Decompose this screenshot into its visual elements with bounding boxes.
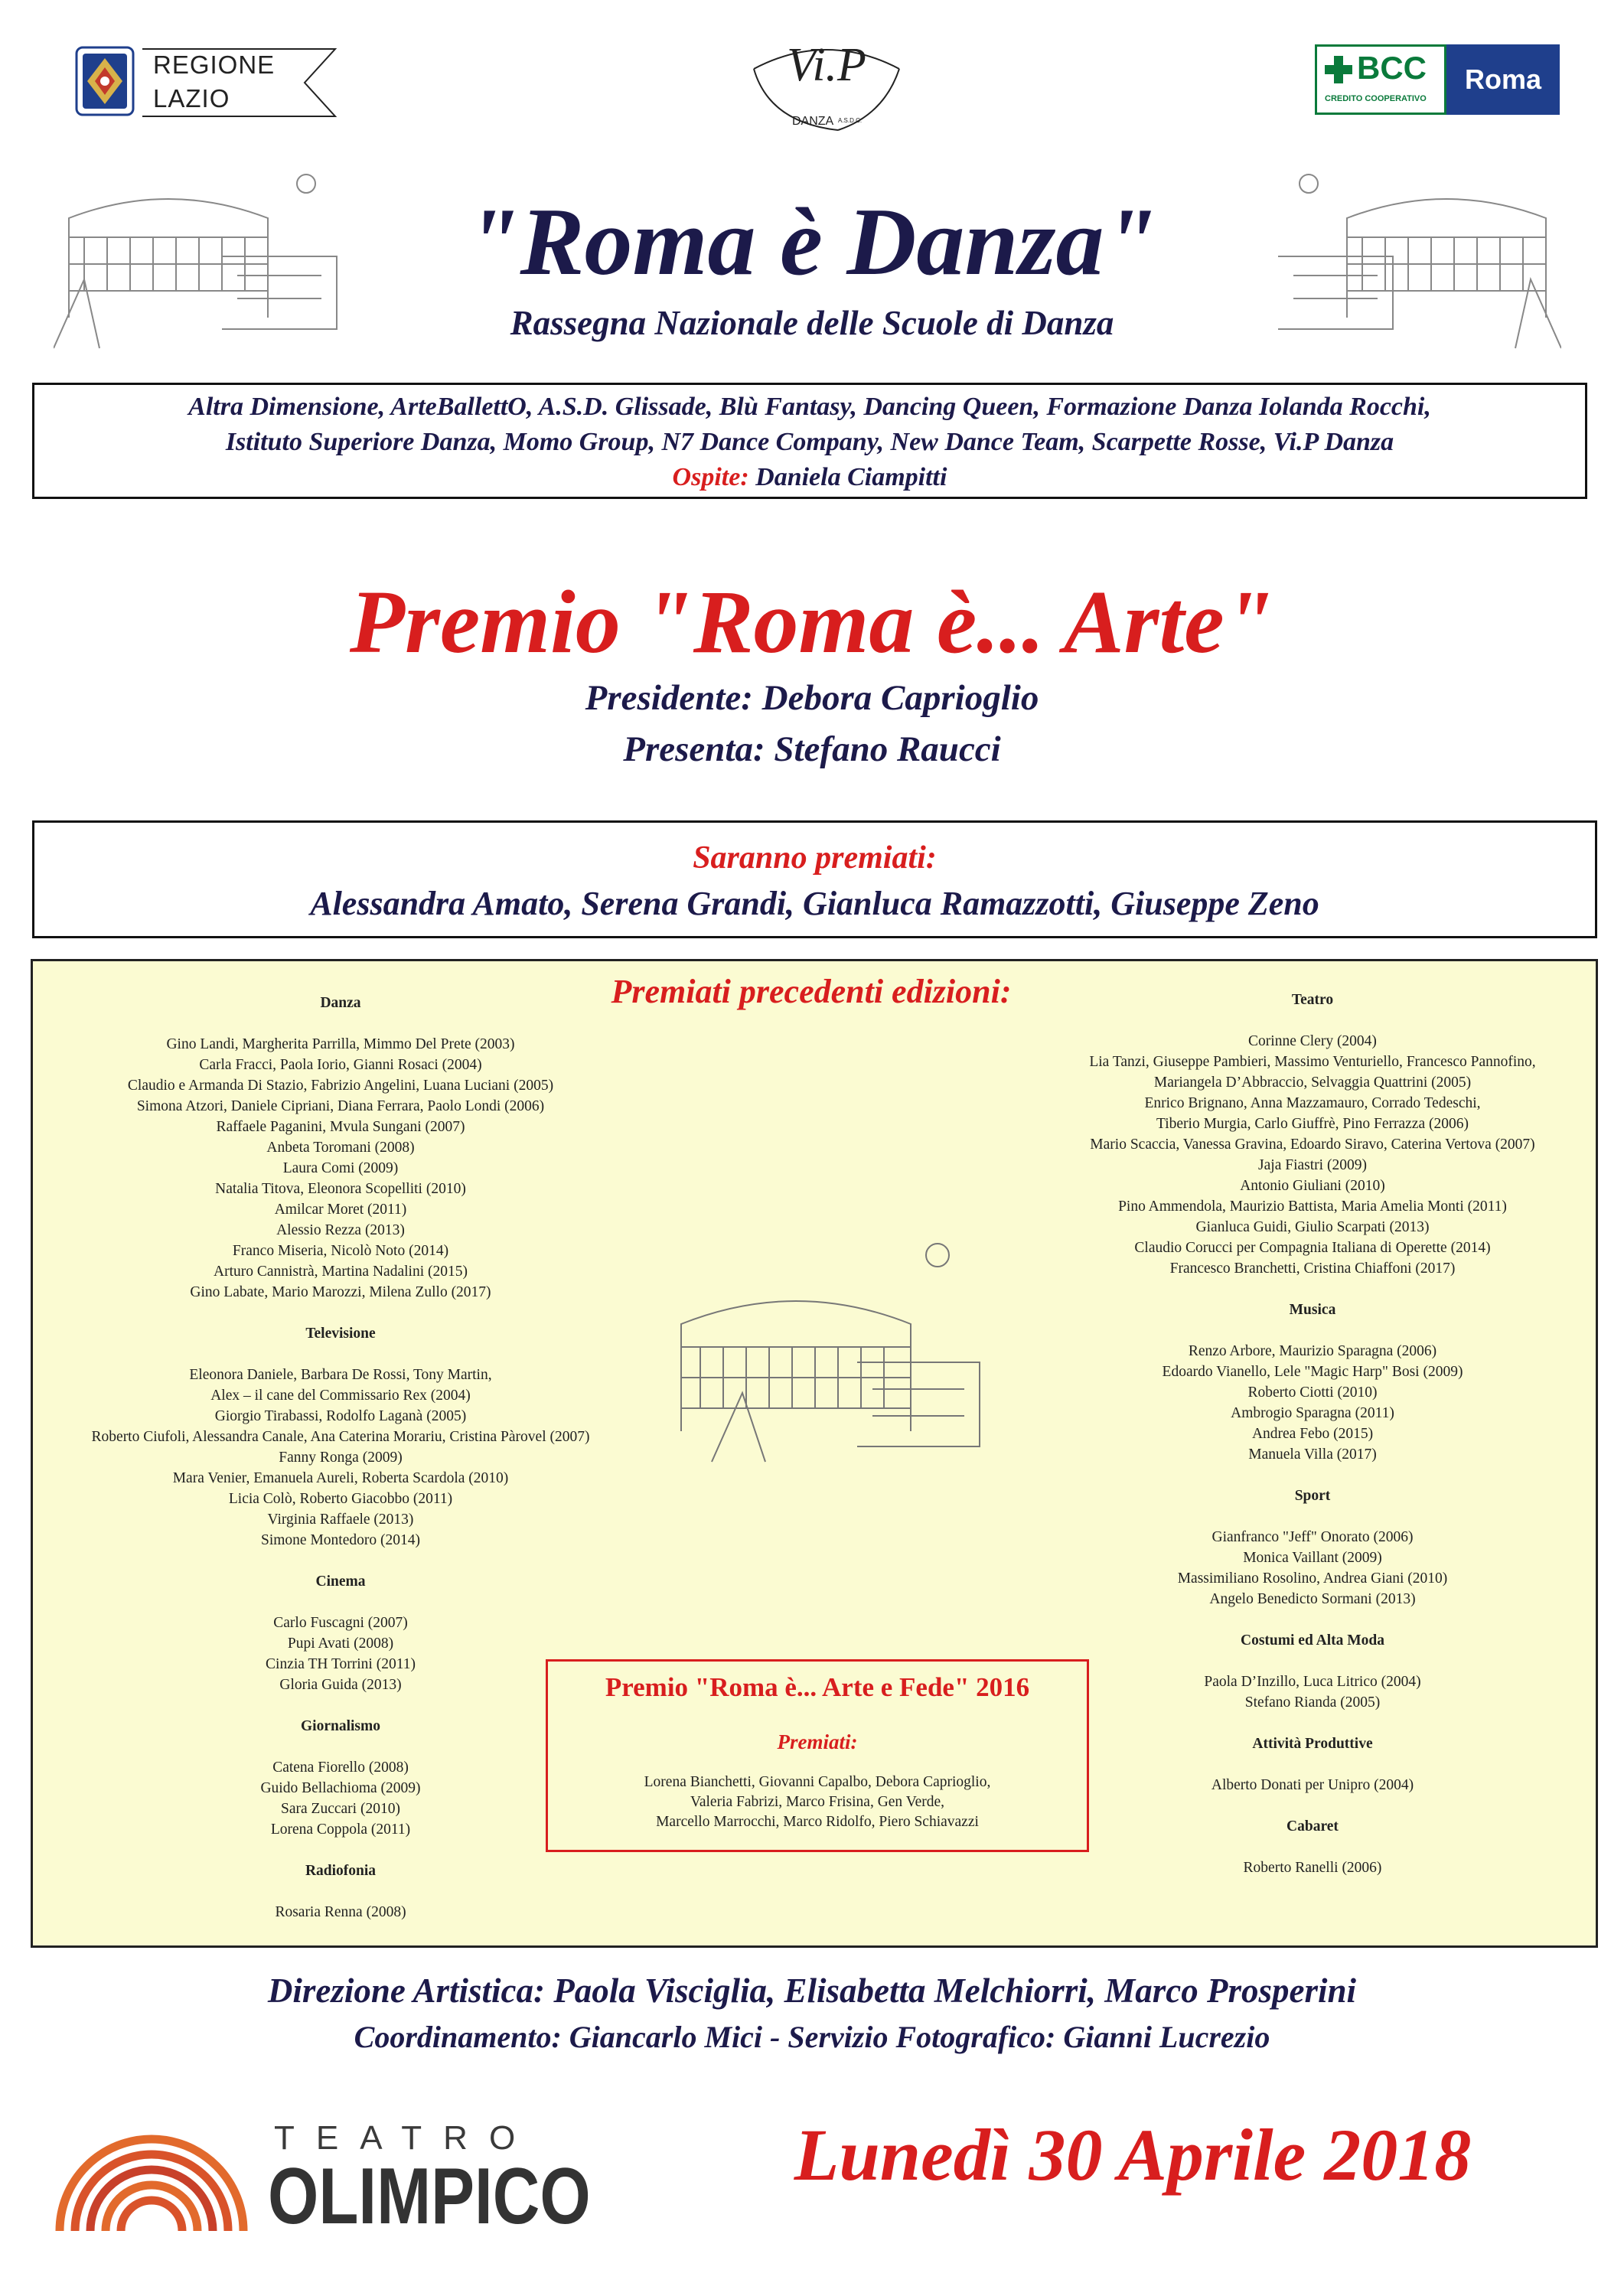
main-subtitle: Rassegna Nazionale delle Scuole di Danza	[510, 304, 1114, 342]
olimpico-arches-icon	[52, 2116, 251, 2239]
regione-lazio-logo	[75, 44, 343, 121]
bcc-panel	[1315, 44, 1446, 115]
arte-e-fede-name-line: Marcello Marrocchi, Marco Ridolfo, Piero Schiavazzi	[656, 1814, 979, 1830]
category-heading: Cinema	[315, 1574, 366, 1590]
bcc-sub: CREDITO COOPERATIVO	[1325, 94, 1427, 103]
category-spacer	[1014, 1795, 1611, 1816]
category-heading: Televisione	[305, 1326, 376, 1342]
category-heading: Giornalismo	[300, 1718, 380, 1734]
winner-entry: Jaja Fiastri (2009)	[1258, 1157, 1367, 1173]
winner-entry: Ambrogio Sparagna (2011)	[1231, 1405, 1394, 1421]
olimpico-top: TEATRO	[274, 2119, 537, 2157]
coordinamento: Coordinamento: Giancarlo Mici - Servizio Fotografico: Gianni Lucrezio	[354, 2020, 1270, 2054]
winner-entry: Claudio e Armanda Di Stazio, Fabrizio Angelini, Luana Luciani (2005)	[127, 1078, 554, 1094]
arte-e-fede-premiati-label: Premiati:	[777, 1730, 858, 1753]
winner-entry: Rosaria Renna (2008)	[275, 1904, 406, 1920]
premio-title: Premio "Roma è... Arte"	[349, 572, 1275, 672]
winner-entry: Stefano Rianda (2005)	[1244, 1694, 1381, 1711]
category-spacer	[46, 1881, 635, 1902]
arte-e-fede-names	[548, 1773, 1087, 1832]
category-spacer	[1014, 1651, 1611, 1671]
winner-entry: Simona Atzori, Daniele Cipriani, Diana Ferrara, Paolo Londi (2006)	[136, 1098, 545, 1114]
category-spacer	[1014, 1837, 1611, 1857]
category-spacer	[1014, 1465, 1611, 1486]
winner-entry: Paola D’Inzillo, Luca Litrico (2004)	[1204, 1674, 1421, 1690]
winner-entry: Guido Bellachioma (2009)	[260, 1780, 421, 1796]
arte-e-fede-name-line: Lorena Bianchetti, Giovanni Capalbo, Debora Caprioglio,	[644, 1774, 991, 1790]
winner-entry: Tiberio Murgia, Carlo Giuffrè, Pino Ferrazza (2006)	[1156, 1116, 1469, 1132]
winner-entry: Massimiliano Rosolino, Andrea Giani (2010)	[1177, 1570, 1448, 1587]
winner-entry: Mara Venier, Emanuela Aureli, Roberta Scardola (2010)	[172, 1470, 509, 1486]
winner-entry: Angelo Benedicto Sormani (2013)	[1209, 1591, 1416, 1607]
guest-label: Ospite:	[672, 463, 749, 491]
winner-entry: Corinne Clery (2004)	[1248, 1033, 1377, 1049]
winner-entry: Giorgio Tirabassi, Rodolfo Laganà (2005)	[214, 1408, 467, 1424]
event-date: Lunedì 30 Aprile 2018	[794, 2114, 1472, 2196]
winner-entry: Mario Scaccia, Vanessa Gravina, Edoardo Siravo, Caterina Vertova (2007)	[1090, 1137, 1535, 1153]
regione-line1: REGIONE	[153, 51, 276, 79]
winner-entry: Roberto Ranelli (2006)	[1243, 1860, 1382, 1876]
winner-entry: Simone Montedoro (2014)	[261, 1532, 420, 1548]
schools-box	[32, 383, 1587, 499]
category-heading: Cabaret	[1286, 1818, 1339, 1835]
winner-entry: Amilcar Moret (2011)	[274, 1202, 407, 1218]
winner-entry: Alex – il cane del Commissario Rex (2004)	[210, 1388, 471, 1404]
regione-line2: LAZIO	[153, 84, 230, 113]
main-title: "Roma è Danza"	[466, 189, 1158, 295]
category-spacer	[1014, 1609, 1611, 1630]
winner-entry: Gianfranco "Jeff" Onorato (2006)	[1211, 1529, 1414, 1545]
winner-entry: Catena Fiorello (2008)	[272, 1760, 409, 1776]
presenta-line: Presenta: Stefano Raucci	[623, 729, 1001, 769]
bcc-brand: BCC	[1357, 50, 1427, 86]
winner-entry: Manuela Villa (2017)	[1248, 1446, 1377, 1463]
winner-entry: Gino Landi, Margherita Parrilla, Mimmo Del Prete (2003)	[166, 1036, 515, 1052]
category-heading: Danza	[320, 995, 361, 1011]
category-spacer	[1014, 1010, 1611, 1031]
winner-entry: Pupi Avati (2008)	[287, 1636, 394, 1652]
category-spacer	[46, 1592, 635, 1613]
vip-danza-logo	[723, 38, 930, 138]
olimpico-main: OLIMPICO	[268, 2152, 591, 2241]
category-heading: Teatro	[1291, 992, 1334, 1008]
category-spacer	[1014, 1279, 1611, 1300]
previous-winners-heading: Premiati precedenti edizioni:	[611, 973, 1012, 1010]
winner-entry: Gloria Guida (2013)	[279, 1677, 402, 1693]
category-spacer	[1014, 1754, 1611, 1775]
winner-entry: Virginia Raffaele (2013)	[267, 1512, 414, 1528]
winner-entry: Franco Miseria, Nicolò Noto (2014)	[232, 1243, 449, 1259]
winner-entry: Fanny Ronga (2009)	[279, 1450, 403, 1466]
winner-entry: Anbeta Toromani (2008)	[266, 1140, 415, 1156]
winner-entry: Cinzia TH Torrini (2011)	[266, 1656, 416, 1672]
winners-label: Saranno premiati:	[693, 840, 937, 876]
category-spacer	[46, 1551, 635, 1571]
winner-entry: Raffaele Paganini, Mvula Sungani (2007)	[216, 1119, 465, 1135]
winner-entry: Alberto Donati per Unipro (2004)	[1211, 1777, 1414, 1793]
winner-entry: Gino Labate, Mario Marozzi, Milena Zullo (2017)	[190, 1284, 491, 1300]
winner-entry: Andrea Febo (2015)	[1251, 1426, 1374, 1442]
direzione-artistica: Direzione Artistica: Paola Visciglia, Elisabetta Melchiorri, Marco Prosperini	[267, 1971, 1357, 2010]
winner-entry: Lorena Coppola (2011)	[270, 1821, 411, 1838]
category-spacer	[1014, 1320, 1611, 1341]
previous-winners-right-column	[1014, 990, 1611, 1878]
arte-e-fede-box	[546, 1659, 1089, 1852]
winner-entry: Natalia Titova, Eleonora Scopelliti (2010)	[215, 1181, 466, 1197]
winner-entry: Roberto Ciufoli, Alessandra Canale, Ana Caterina Morariu, Cristina Pàrovel (2007)	[91, 1429, 590, 1445]
vip-sub: DANZA	[792, 115, 834, 128]
bcc-roma-logo	[1315, 44, 1560, 115]
teatro-olimpico-logo	[52, 2116, 591, 2241]
winners-box	[32, 820, 1597, 938]
winner-entry: Alessio Rezza (2013)	[276, 1222, 405, 1238]
winner-entry: Eleonora Daniele, Barbara De Rossi, Tony Martin,	[189, 1367, 492, 1383]
vip-mark: Vi.P	[787, 39, 866, 91]
winner-entry: Gianluca Guidi, Giulio Scarpati (2013)	[1195, 1219, 1430, 1235]
schools-line-2: Istituto Superiore Danza, Momo Group, N7 Dance Company, New Dance Team, Scarpette Rosse, Vi.P Danza	[225, 428, 1394, 456]
arte-e-fede-title: Premio "Roma è... Arte e Fede" 2016	[605, 1672, 1030, 1702]
winner-entry: Carla Fracci, Paola Iorio, Gianni Rosaci (2004)	[199, 1057, 482, 1073]
category-spacer	[1014, 1713, 1611, 1733]
category-heading: Radiofonia	[305, 1863, 377, 1879]
bcc-cross-icon	[1323, 54, 1354, 85]
winner-entry: Claudio Corucci per Compagnia Italiana di Operette (2014)	[1134, 1240, 1491, 1256]
winner-entry: Carlo Fuscagni (2007)	[273, 1615, 408, 1631]
bcc-city: Roma	[1446, 44, 1560, 115]
schools-line-1: Altra Dimensione, ArteBallettO, A.S.D. Glissade, Blù Fantasy, Dancing Queen, Formazione Danza Iolanda Rocchi,	[188, 393, 1431, 421]
winner-entry: Antonio Giuliani (2010)	[1240, 1178, 1385, 1194]
arte-e-fede-name-line: Valeria Fabrizi, Marco Frisina, Gen Verde,	[690, 1794, 945, 1810]
category-heading: Attività Produttive	[1252, 1736, 1373, 1752]
category-heading: Costumi ed Alta Moda	[1241, 1632, 1384, 1649]
category-spacer	[1014, 1506, 1611, 1527]
presidente-line: Presidente: Debora Caprioglio	[585, 678, 1039, 718]
winner-entry: Pino Ammendola, Maurizio Battista, Maria Amelia Monti (2011)	[1118, 1199, 1507, 1215]
winner-entry: Mariangela D’Abbraccio, Selvaggia Quattrini (2005)	[1153, 1075, 1472, 1091]
winner-entry: Monica Vaillant (2009)	[1243, 1550, 1382, 1566]
winner-entry: Laura Comi (2009)	[282, 1160, 399, 1176]
winners-names: Alessandra Amato, Serena Grandi, Gianluca Ramazzotti, Giuseppe Zeno	[310, 885, 1319, 922]
winner-entry: Arturo Cannistrà, Martina Nadalini (2015)	[214, 1264, 468, 1280]
winner-entry: Licia Colò, Roberto Giacobbo (2011)	[228, 1491, 453, 1507]
winner-entry: Lia Tanzi, Giuseppe Pambieri, Massimo Venturiello, Francesco Pannofino,	[1089, 1054, 1536, 1070]
category-spacer	[46, 1344, 635, 1365]
category-spacer	[46, 1013, 635, 1034]
guest-line	[34, 463, 1585, 492]
winner-entry: Sara Zuccari (2010)	[281, 1801, 400, 1817]
guest-name: Daniela Ciampitti	[755, 463, 947, 491]
winner-entry: Roberto Ciotti (2010)	[1247, 1384, 1378, 1401]
winner-entry: Francesco Branchetti, Cristina Chiaffoni (2017)	[1169, 1261, 1456, 1277]
category-heading: Musica	[1289, 1302, 1336, 1318]
winner-entry: Renzo Arbore, Maurizio Sparagna (2006)	[1188, 1343, 1437, 1359]
category-heading: Sport	[1294, 1488, 1331, 1504]
colosseum-sketch-icon	[666, 1232, 987, 1469]
winner-entry: Edoardo Vianello, Lele "Magic Harp" Bosi (2009)	[1162, 1364, 1463, 1380]
winner-entry: Enrico Brignano, Anna Mazzamauro, Corrado Tedeschi,	[1144, 1095, 1481, 1111]
vip-tiny: A.S.D.C.	[838, 117, 863, 124]
category-spacer	[46, 1303, 635, 1323]
